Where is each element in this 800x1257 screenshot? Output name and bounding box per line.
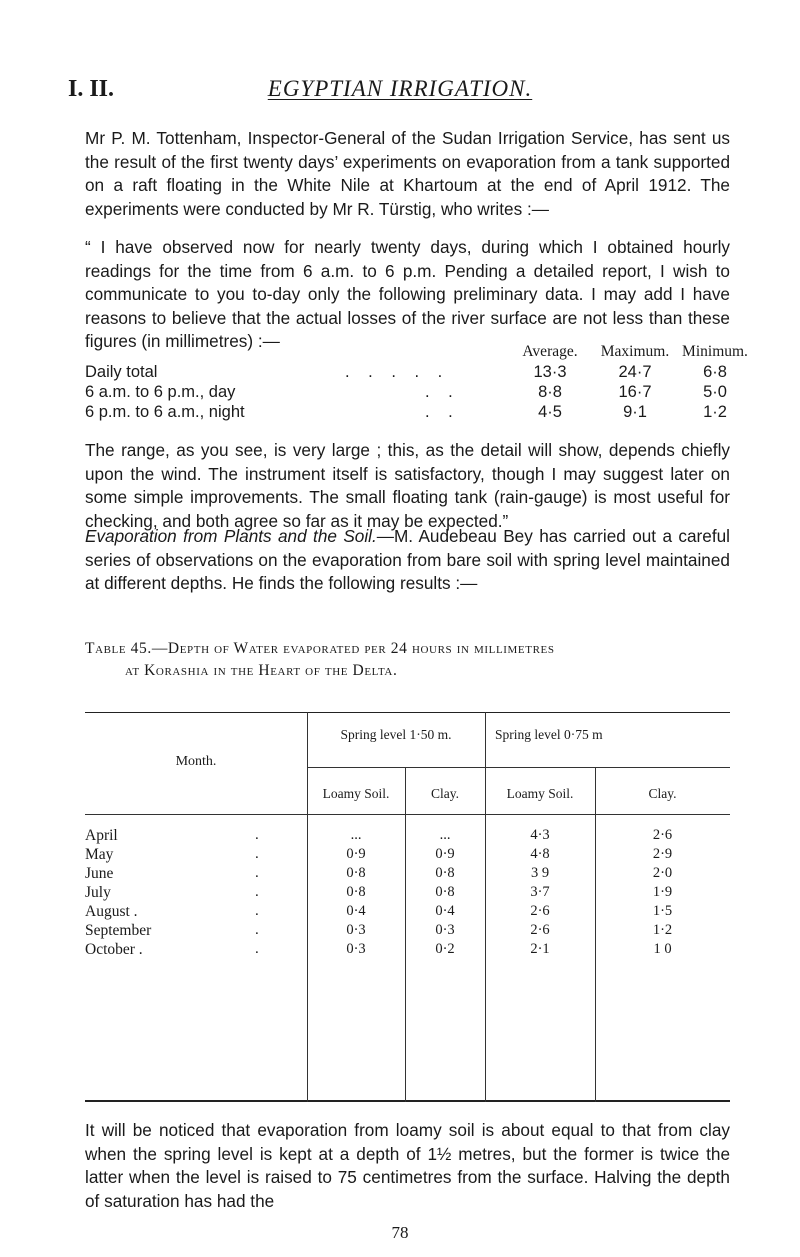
cell-value: 0·3 [346,941,366,957]
cell-value: 3 9 [530,865,550,881]
caption-line-2: at Korashia in the Heart of the Delta. [125,662,398,679]
value-minimum: 1·2 [703,403,727,421]
table-bottom-rule [85,1100,730,1102]
evaporation-summary-table [85,343,748,423]
spring-level-1-header: Spring level 1·50 m. [340,727,452,742]
leader-dot: . [255,846,259,862]
paragraph-evaporation-soil [85,525,730,596]
cell-value: 1·9 [652,884,673,900]
leader-dot: . [255,865,259,881]
paragraph-intro: Mr P. M. Tottenham, Inspector-General of the Sudan Irrigation Service, has sent us the result of the first twenty days’ experiments on evaporation from a tank supported on a raft floating in the White Nile at Khartoum at the end of April 1912. The experiments were conducted by Mr R. Türstig, who writes :— [85,128,730,219]
cell-value: 0·8 [435,865,455,881]
month-cell: May [85,846,114,863]
month-cell: April [85,827,118,844]
month-cell: June [85,865,114,882]
month-cell: September [85,922,152,939]
cell-value: 1 0 [653,941,672,957]
page-header-title [68,76,732,102]
header-maximum: Maximum. [600,343,670,360]
cell-value: 1·5 [652,903,673,919]
leader-dot: . [255,884,259,900]
cell-value: 0·4 [435,903,455,919]
summary-row [85,403,730,423]
header-minimum: Minimum. [682,343,748,360]
header-average: Average. [522,343,578,360]
cell-value: 3·7 [530,884,550,900]
cell-value: ... [350,827,362,843]
loamy-soil-header: Loamy Soil. [506,786,574,801]
spring-level-2-header: Spring level 0·75 m [495,727,603,742]
cell-value: 2·0 [652,865,673,881]
leader-dots: . . [425,403,460,421]
row-label: 6 a.m. to 6 p.m., day [85,383,236,401]
cell-value: 2·6 [530,922,550,938]
cell-value: 0·9 [346,846,366,862]
cell-value: 0·8 [435,884,455,900]
chapter-number: I. II. [68,76,115,102]
month-cell: August . [85,903,138,920]
cell-value: 2·9 [652,846,673,862]
leader-dot: . [255,827,259,843]
caption-line-1: Table 45.—Depth of Water evaporated per 24 hours in millimetres [85,640,555,657]
leader-dot: . [255,903,259,919]
value-maximum: 16·7 [618,383,652,401]
cell-value: 0·9 [435,846,455,862]
cell-value: 4·3 [530,827,550,843]
cell-value: 0·4 [346,903,366,919]
table-header-rule [85,814,730,815]
cell-value: 2·6 [652,827,673,843]
clay-header: Clay. [648,786,677,801]
clay-header: Clay. [431,786,459,801]
value-average: 4·5 [538,403,562,421]
value-average: 13·3 [533,363,567,381]
cell-value: 2·1 [530,941,550,957]
cell-value: 0·8 [346,884,366,900]
summary-row [85,383,730,403]
value-maximum: 24·7 [618,363,652,381]
cell-value: 0·3 [435,922,455,938]
value-maximum: 9·1 [623,403,647,421]
month-cell: October . [85,941,143,958]
paragraph-body: —M. Audebeau Bey has carried out a careful series of observations on the evaporation from bare soil with spring level maintained at different depths. He finds the following results :— [85,526,730,593]
header-title-text: EGYPTIAN IRRIGATION. [267,76,533,101]
evaporation-depth-table [85,712,730,1102]
month-cell: July [85,884,111,901]
running-header [68,76,732,116]
cell-value: 1·2 [652,922,673,938]
leader-dots: . . . . . [345,363,450,381]
section-heading-italic: Evaporation from Plants and the Soil. [85,526,377,546]
row-label: 6 p.m. to 6 a.m., night [85,403,245,421]
cell-value: 0·2 [435,941,455,957]
cell-value: ... [439,827,451,843]
paragraph-conclusion: It will be noticed that evaporation from loamy soil is about equal to that from clay when the spring level is kept at a depth of 1½ metres, but the former is twice the latter when the level is raised to 75 centimetres from the surface. Halving the depth of saturation has had the [85,1120,730,1211]
month-column-header: Month. [175,754,217,769]
leader-dot: . [255,922,259,938]
cell-value: 4·8 [530,846,550,862]
loamy-soil-header: Loamy Soil. [322,786,390,801]
table-top-rule [85,712,730,713]
table-caption [85,638,730,682]
paragraph-quote-start: “ I have observed now for nearly twenty days, during which I obtained hourly readings for the time from 6 a.m. to 6 p.m. Pending a detailed report, I wish to communicate to you to-day only the following preliminary data. I may add I have reasons to believe that the actual losses of the river surface are not less than these figures (in millimetres) :— [85,237,730,351]
leader-dot: . [255,941,259,957]
cell-value: 0·8 [346,865,366,881]
value-minimum: 6·8 [703,363,727,381]
cell-value: 0·3 [346,922,366,938]
value-average: 8·8 [538,383,562,401]
paragraph-quote-end: The range, as you see, is very large ; this, as the detail will show, depends chiefly upon the wind. The instrument itself is satisfactory, though I may suggest later on some simple improvements. The small floating tank (rain-gauge) is most useful for checking, and both agree so far as it may be expected.” [85,440,730,531]
cell-value: 2·6 [530,903,550,919]
leader-dots: . . [425,383,460,401]
summary-row [85,363,730,383]
page-number: 78 [391,1223,409,1242]
row-label: Daily total [85,363,158,381]
summary-header-row [85,343,748,363]
table-subheader-rule [307,767,730,768]
value-minimum: 5·0 [703,383,727,401]
